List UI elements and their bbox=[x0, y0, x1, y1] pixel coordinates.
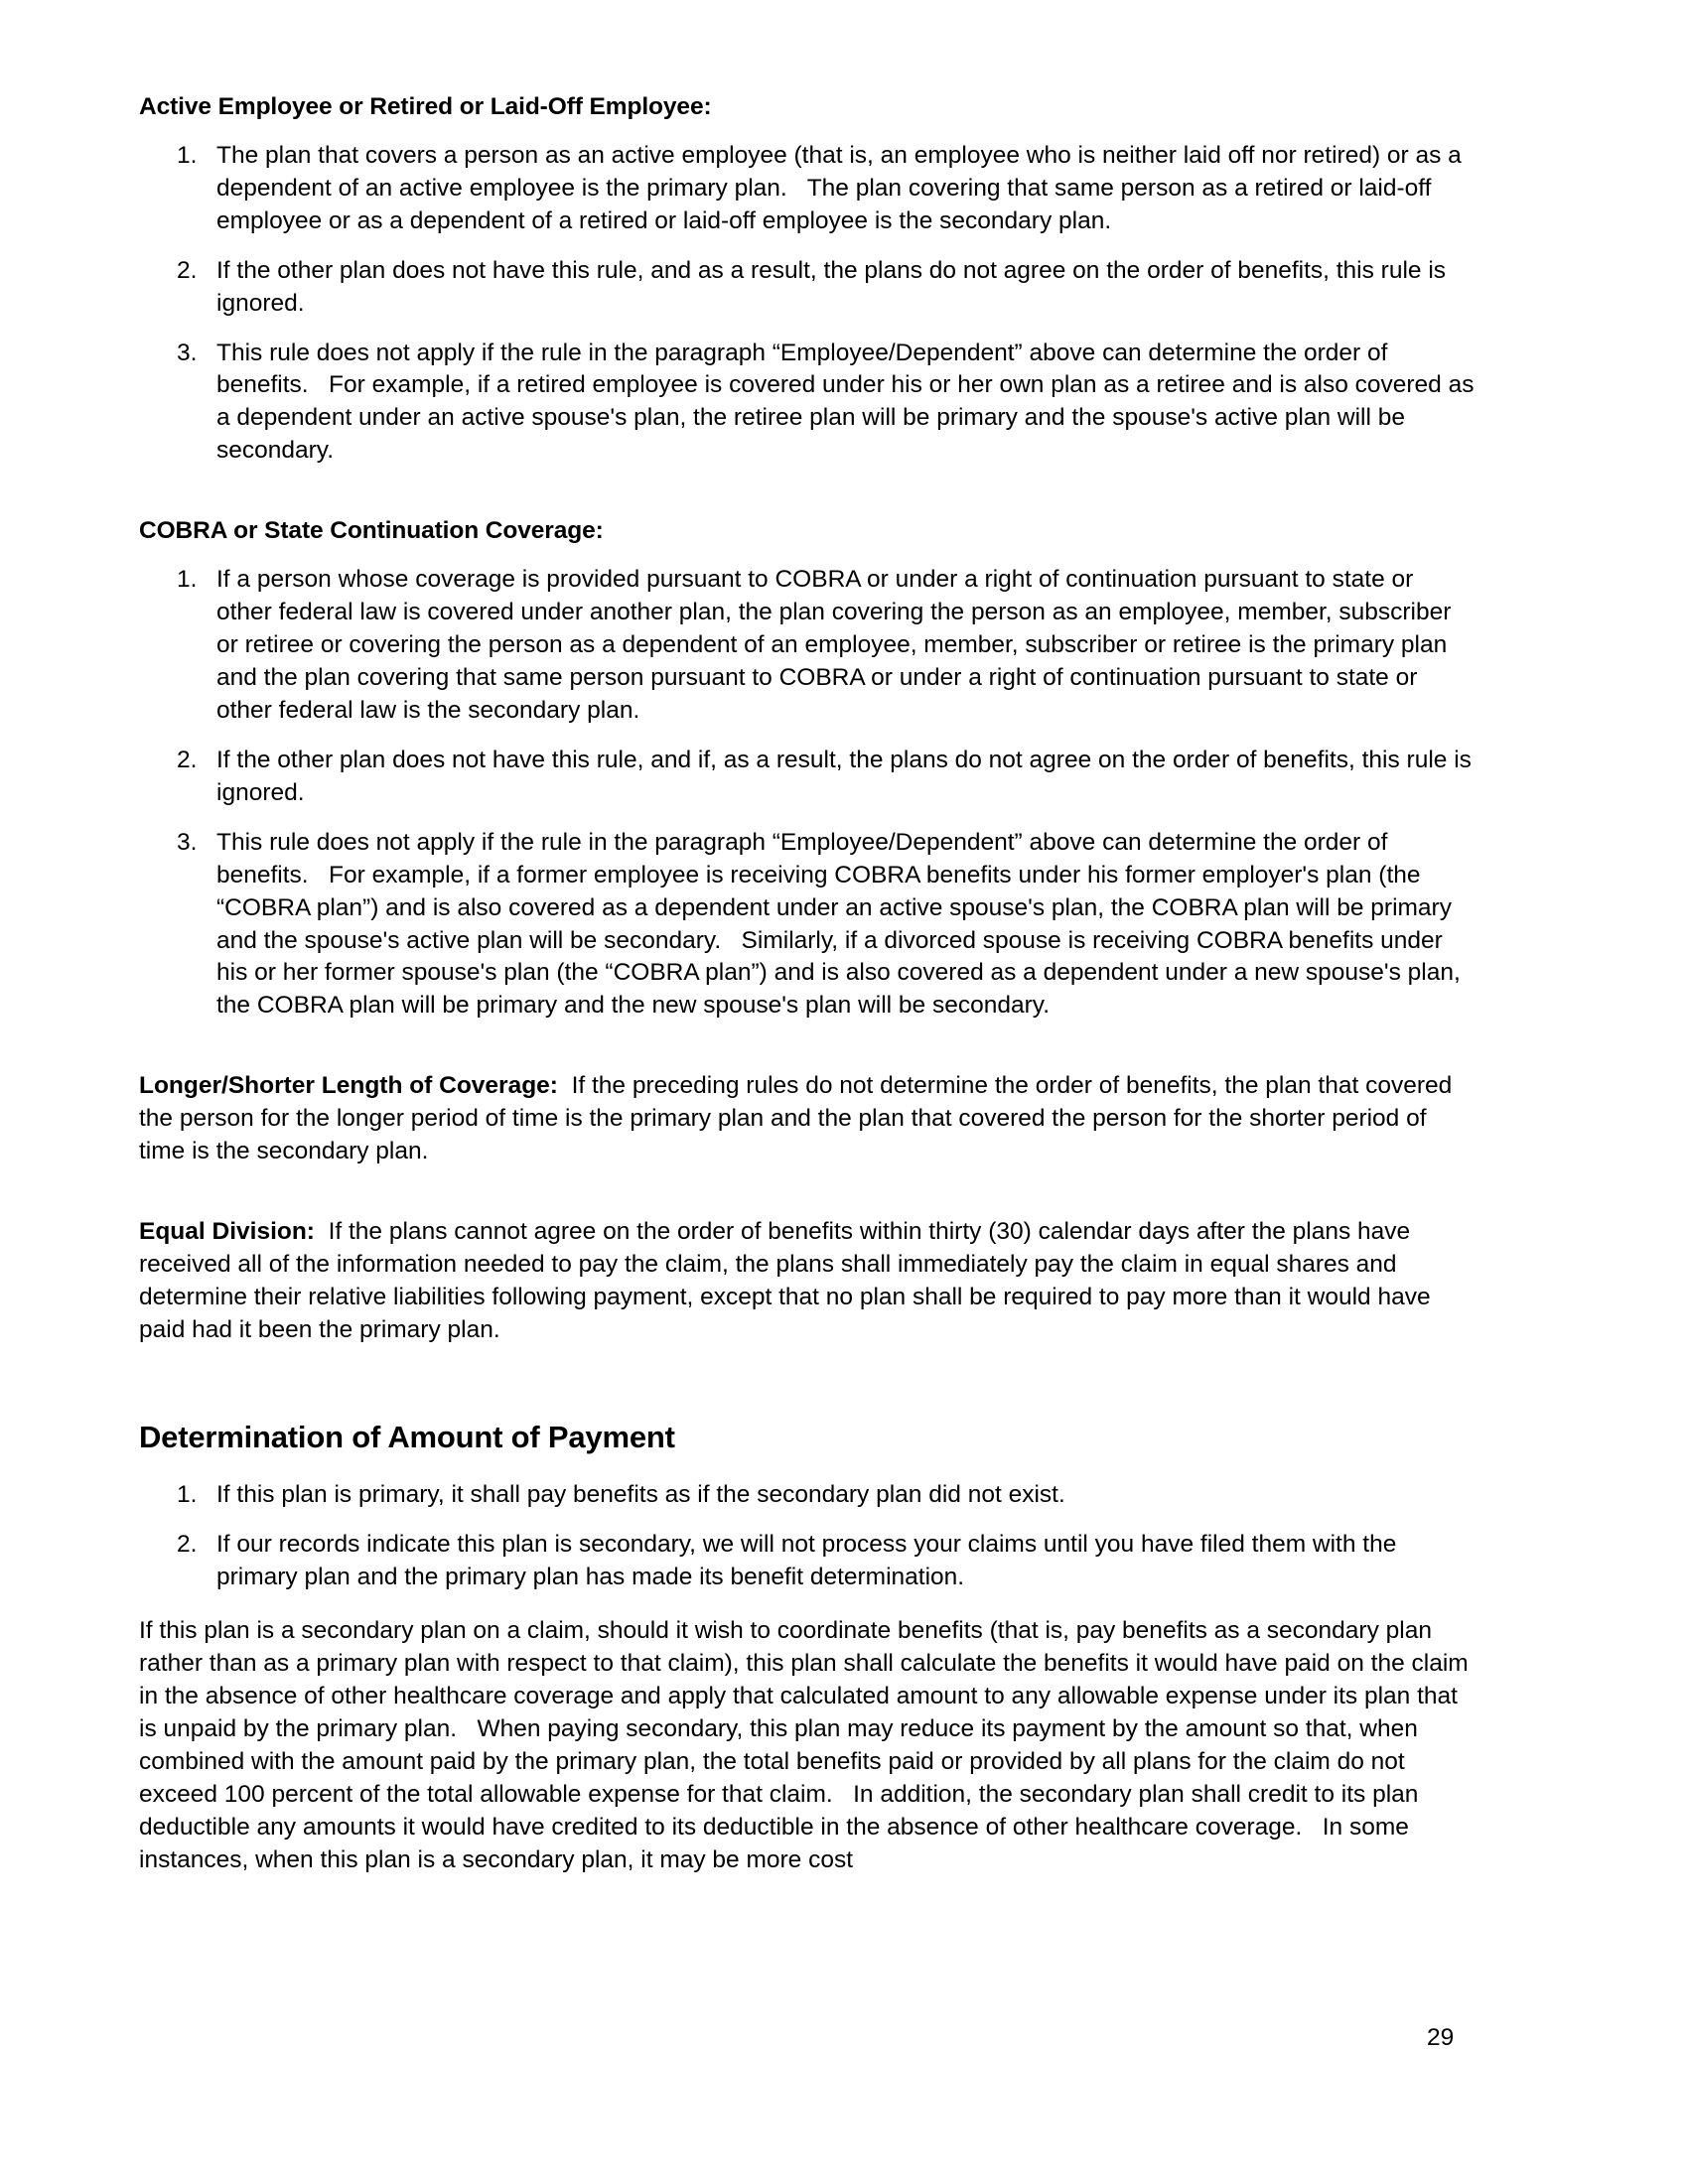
list-item-text: If a person whose coverage is provided pursuant to COBRA or under a right of continuation pursuant to state or other federal law is covered under another plan, the plan covering the person as an employee, member, subscriber or retiree or covering the person as a dependent of an employee, member, subscriber or retiree is the primary plan and the plan covering that same person pursuant to COBRA or under a right of continuation pursuant to state or other federal law is the secondary plan. bbox=[216, 566, 1459, 724]
list-marker: 1. bbox=[177, 566, 198, 594]
paragraph-lead-label: Equal Division: bbox=[139, 1218, 315, 1246]
list-item bbox=[139, 255, 1475, 321]
list-marker: 3. bbox=[177, 828, 198, 856]
list-item-text: If the other plan does not have this rule, and as a result, the plans do not agree on the order of benefits, this rule is ignored. bbox=[216, 256, 1453, 317]
paragraph-body: If the preceding rules do not determine the order of benefits, the plan that covered the person for the longer period of time is the primary plan and the plan that covered the person for the shorter period of time is the secondary plan. bbox=[139, 1072, 1460, 1165]
paragraph-secondary-plan-calculation: If this plan is a secondary plan on a claim, should it wish to coordinate benefits (that is, pay benefits as a secondary plan rather than as a primary plan with respect to that claim), this plan shall calculate the benefits it would have paid on the claim in the absence of other healthcare coverage and apply that calculated amount to any allowable expense under its plan that is unpaid by the primary plan. When paying secondary, this plan may reduce its payment by the amount so that, when combined with the amount paid by the primary plan, the total benefits paid or provided by all plans for the claim do not exceed 100 percent of the total allowable expense for that claim. In addition, the secondary plan shall credit to its plan deductible any amounts it would have credited to its deductible in the absence of other healthcare coverage. In some instances, when this plan is a secondary plan, it may be more cost bbox=[139, 1617, 1476, 1873]
paragraph-equal-division bbox=[139, 1216, 1475, 1347]
list-marker: 2. bbox=[177, 746, 198, 773]
heading-determination-of-payment: Determination of Amount of Payment bbox=[139, 1419, 675, 1454]
heading-cobra-continuation: COBRA or State Continuation Coverage: bbox=[139, 517, 604, 545]
list-item-text: If the other plan does not have this rule, and if, as a result, the plans do not agree on the order of benefits, this rule is ignored. bbox=[216, 746, 1478, 806]
list-item-text: If this plan is primary, it shall pay benefits as if the secondary plan did not exist. bbox=[216, 1480, 1065, 1508]
list-item bbox=[139, 140, 1475, 238]
list-item bbox=[139, 745, 1478, 810]
list-item-text: This rule does not apply if the rule in the paragraph “Employee/Dependent” above can determine the order of benefits. For example, if a former employee is receiving COBRA benefits under his former employer's plan (the “COBRA plan”) and is also covered as a dependent under an active spouse's plan, the COBRA plan will be primary and the spouse's active plan will be secondary. Similarly, if a divorced spouse is receiving COBRA benefits under his or her former spouse's plan (the “COBRA plan”) and is also covered as a dependent under a new spouse's plan, the COBRA plan will be primary and the new spouse's plan will be secondary. bbox=[216, 828, 1468, 1020]
heading-active-employee: Active Employee or Retired or Laid-Off Employee: bbox=[139, 93, 712, 120]
list-determination-rules bbox=[139, 1479, 1475, 1594]
paragraph-body: If the plans cannot agree on the order of benefits within thirty (30) calendar days after the plans have received all of the information needed to pay the claim, the plans shall immediately pay the claim in equal shares and determine their relative liabilities following payment, except that no plan shall be required to pay more than it would have paid had it been the primary plan. bbox=[139, 1218, 1438, 1343]
list-marker: 2. bbox=[177, 1530, 198, 1558]
list-item-text: The plan that covers a person as an active employee (that is, an employee who is neither laid off nor retired) or as a dependent of an active employee is the primary plan. The plan covering that same person as a retired or laid-off employee or as a dependent of a retired or laid-off employee is the secondary plan. bbox=[216, 141, 1469, 234]
list-item bbox=[139, 338, 1481, 469]
list-item-text: If our records indicate this plan is secondary, we will not process your claims until you have filed them with the primary plan and the primary plan has made its benefit determination. bbox=[216, 1530, 1404, 1590]
list-marker: 2. bbox=[177, 256, 198, 284]
spacer bbox=[139, 1194, 1475, 1216]
list-marker: 1. bbox=[177, 1480, 198, 1508]
paragraph-longer-shorter-coverage bbox=[139, 1070, 1475, 1168]
list-active-employee-rules bbox=[139, 140, 1481, 468]
list-item bbox=[139, 1479, 1475, 1512]
list-cobra-rules bbox=[139, 564, 1478, 1023]
list-marker: 3. bbox=[177, 339, 198, 366]
list-item-text: This rule does not apply if the rule in the paragraph “Employee/Dependent” above can determine the order of benefits. For example, if a retired employee is covered under his or her own plan as a retiree and is also covered as a dependent under an active spouse's plan, the retiree plan will be primary and the spouse's active plan will be secondary. bbox=[216, 339, 1481, 465]
page-content bbox=[139, 91, 1481, 1877]
page-number: 29 bbox=[1427, 2024, 1455, 2051]
list-item bbox=[139, 1529, 1475, 1594]
spacer bbox=[139, 1593, 1475, 1615]
paragraph-lead-label: Longer/Shorter Length of Coverage: bbox=[139, 1072, 558, 1100]
list-item bbox=[139, 827, 1475, 1024]
list-marker: 1. bbox=[177, 141, 198, 169]
list-item bbox=[139, 564, 1475, 728]
